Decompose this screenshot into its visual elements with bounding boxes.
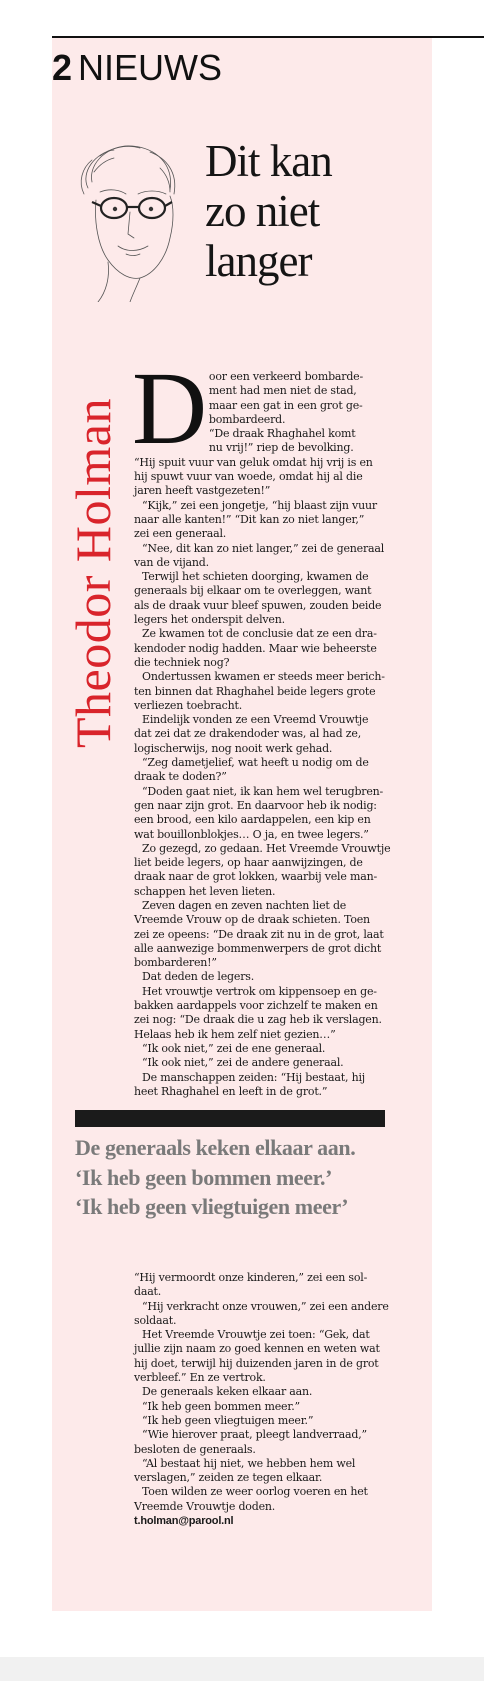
body-line: “Doden gaat niet, ik kan hem wel terugbren- <box>142 784 384 798</box>
pull-quote-line: ‘Ik heb geen vliegtuigen meer’ <box>75 1194 349 1219</box>
body-line: “De draak Rhaghahel komt <box>208 427 356 441</box>
body-line: bakken aardappels voor zichzelf te maken en <box>134 999 378 1013</box>
body-line: wat bouillonblokjes… O ja, en twee legers.” <box>134 827 369 841</box>
body-line: hij spuwt vuur van woede, omdat hij al die <box>134 470 363 484</box>
body-line: Zo gezegd, zo gedaan. Het Vreemde Vrouwtje <box>142 841 391 855</box>
section-header <box>52 48 222 88</box>
body-line: “Wie hierover praat, pleegt landverraad,” <box>142 1428 367 1442</box>
body-line: draak te doden?” <box>134 770 227 784</box>
body-line: “Ik ook niet,” zei de andere generaal. <box>142 1056 344 1070</box>
body-line: dat zei dat ze drakendoder was, al had ze, <box>134 727 362 741</box>
body-line: “Nee, dit kan zo niet langer,” zei de generaal <box>142 541 385 555</box>
bottom-strip <box>0 1657 484 1681</box>
body-line: De generaals keken elkaar aan. <box>142 1385 313 1399</box>
body-line: kendoder nodig hadden. Maar wie beheerste <box>134 641 377 655</box>
body-line: “Hij spuit vuur van geluk omdat hij vrij is en <box>134 455 373 469</box>
body-line: verliezen toebracht. <box>134 698 242 712</box>
body-line: daat. <box>134 1285 162 1299</box>
body-line: als de draak vuur bleef spuwen, zouden beide <box>134 598 382 612</box>
page-number: 2 <box>52 47 73 88</box>
body-line: hij doet, terwijl hij duizenden jaren in de grot <box>134 1356 379 1370</box>
body-line: alle aanwezige bommenwerpers de grot dicht <box>134 941 382 955</box>
body-line: jullie zijn naam zo goed kennen en weten wat <box>134 1342 380 1356</box>
body-line: logischerwijs, nog nooit werk gehad. <box>134 741 333 755</box>
body-line: oor een verkeerd bombarde- <box>208 370 363 383</box>
body-line: generaals bij elkaar om te overleggen, want <box>134 584 372 598</box>
body-line: Terwijl het schieten doorging, kwamen de <box>142 570 369 584</box>
body-line: jaren heeft vastgezeten!” <box>134 484 271 498</box>
author-name-vertical <box>65 368 121 778</box>
body-line: zei ze opeens: “De draak zit nu in de grot, laat <box>134 927 384 941</box>
body-line: Vreemde Vrouwtje doden. <box>134 1499 276 1513</box>
body-line: Toen wilden ze weer oorlog voeren en het <box>142 1485 368 1499</box>
body-line: Eindelijk vonden ze een Vreemd Vrouwtje <box>142 713 369 727</box>
body-line: ment had men niet de stad, <box>208 384 357 398</box>
body-line: bombarderen!” <box>134 956 217 970</box>
body-line: gen naar zijn grot. En daarvoor heb ik nodig: <box>134 798 377 812</box>
body-line: maar een gat in een grot ge- <box>208 398 363 412</box>
pull-quote <box>75 1133 405 1222</box>
headline <box>205 136 405 286</box>
body-line: bombardeerd. <box>208 412 286 426</box>
author-portrait <box>70 142 190 302</box>
drop-cap: D <box>132 351 207 466</box>
body-line: Dat deden de legers. <box>142 970 255 984</box>
headline-line: langer <box>205 236 312 286</box>
body-line: van de vijand. <box>134 555 209 569</box>
body-line: “Zeg dametjelief, wat heeft u nodig om de <box>142 756 369 770</box>
section-name: NIEUWS <box>78 47 223 88</box>
body-line: heet Rhaghahel en leeft in de grot.” <box>134 1084 328 1098</box>
body-line: De manschappen zeiden: “Hij bestaat, hij <box>142 1070 365 1084</box>
body-line: “Kijk,” zei een jongetje, “hij blaast zijn vuur <box>142 498 377 512</box>
body-line: legers het onderspit delven. <box>134 613 285 627</box>
body-line: “Hij verkracht onze vrouwen,” zei een andere <box>142 1299 389 1313</box>
body-line: nu vrij!” riep de bevolking. <box>208 441 354 455</box>
body-line: “Al bestaat hij niet, we hebben hem wel <box>142 1456 356 1470</box>
body-line: Vreemde Vrouw op de draak schieten. Toen <box>134 913 370 927</box>
body-line: soldaat. <box>134 1313 177 1327</box>
body-line: die techniek nog? <box>134 655 230 669</box>
headline-line: zo niet <box>205 186 320 236</box>
article-body-continued <box>134 1271 389 1528</box>
body-line: zei nog: “De draak die u zag heb ik verslagen. <box>134 1013 382 1027</box>
body-line: “Hij vermoordt onze kinderen,” zei een sol- <box>134 1271 368 1284</box>
body-line: verbleef.” En ze vertrok. <box>134 1371 266 1385</box>
body-line: schappen het leven lieten. <box>134 884 276 898</box>
body-line: “Ik heb geen vliegtuigen meer.” <box>142 1413 314 1427</box>
body-line: ten binnen dat Rhaghahel beide legers grote <box>134 684 376 698</box>
body-line: “Ik heb geen bommen meer.” <box>142 1399 300 1413</box>
body-line: Het vrouwtje vertrok om kippensoep en ge- <box>142 984 377 998</box>
body-line: naar alle kanten!” “Dit kan zo niet langer,” <box>134 512 365 526</box>
author-email: t.holman@parool.nl <box>134 1515 234 1528</box>
body-line: verslagen,” zeiden ze tegen elkaar. <box>134 1471 323 1485</box>
body-line: Zeven dagen en zeven nachten liet de <box>142 898 347 912</box>
body-line: een brood, een kilo aardappelen, een kip en <box>134 813 371 827</box>
body-line: “Ik ook niet,” zei de ene generaal. <box>142 1041 326 1055</box>
pull-quote-bar <box>75 1110 385 1127</box>
body-line: Ze kwamen tot de conclusie dat ze een dra- <box>142 627 377 641</box>
pull-quote-line: De generaals keken elkaar aan. <box>75 1135 356 1160</box>
body-line: Ondertussen kwamen er steeds meer berich- <box>142 670 385 684</box>
article-body <box>132 351 391 1099</box>
body-line: besloten de generaals. <box>134 1442 256 1456</box>
author-name: Theodor Holman <box>65 398 121 748</box>
body-line: Het Vreemde Vrouwtje zei toen: “Gek, dat <box>142 1328 370 1342</box>
pull-quote-line: ‘Ik heb geen bommen meer.’ <box>75 1164 333 1190</box>
body-line: Helaas heb ik hem zelf niet gezien…” <box>134 1027 336 1041</box>
body-line: zei een generaal. <box>134 527 227 541</box>
body-line: liet beide legers, op haar aanwijzingen, de <box>134 856 363 870</box>
headline-line: Dit kan <box>205 136 332 186</box>
body-line: draak naar de grot lokken, waarbij vele man- <box>134 870 377 884</box>
